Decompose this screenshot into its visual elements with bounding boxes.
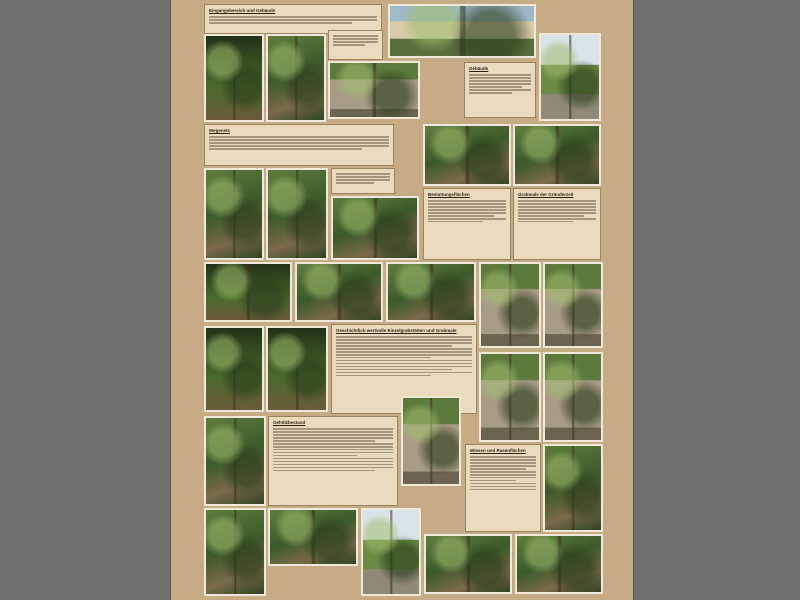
photo-grave-bed [331, 196, 419, 260]
text-panel-wiesen [465, 444, 541, 532]
panel-heading: Eingangsbereich und Gebäude [209, 8, 276, 13]
photo-graves-trees [513, 124, 601, 186]
text-panel-gebaeude [464, 62, 536, 118]
photo-avenue-1 [204, 168, 264, 260]
photo-grave-ivy [386, 262, 476, 322]
photo-tombstones [266, 326, 328, 412]
photo-carved-stele [479, 352, 541, 442]
panel-heading: Geschichtlich wertvolle Einzelgrabstätten und Grabmale [336, 328, 457, 333]
text-panel-grabmale [513, 188, 601, 260]
photo-path-trees [295, 262, 383, 322]
photo-monument [543, 352, 603, 442]
panel-heading: Gebäude [469, 66, 489, 71]
panel-heading: Gehölzbestand [273, 420, 306, 425]
text-panel-gehoelze [268, 416, 398, 506]
photo-chapel [539, 33, 601, 121]
photo-tree-path [266, 34, 326, 122]
poster-board [171, 0, 633, 600]
panel-heading: Bestattungsflächen [428, 192, 470, 197]
photo-urn-monument [401, 396, 461, 486]
photo-avenue-2 [266, 168, 328, 260]
photo-cypress [361, 508, 421, 596]
photo-chapel-tomb [204, 326, 264, 412]
photo-tree-grove [204, 416, 266, 506]
photo-meadow [543, 444, 603, 532]
photo-shaded-graves [424, 534, 512, 594]
photo-gate [328, 61, 420, 119]
photo-tall-trees [204, 508, 266, 596]
text-panel-entrance-note [328, 30, 383, 60]
photo-buildings [388, 4, 536, 58]
text-panel-bestattungsflaechen [423, 188, 511, 260]
panel-heading: Wegenetz [209, 128, 230, 133]
panel-heading: Wiesen und Rasenflächen [470, 448, 526, 453]
text-panel-path-note [331, 168, 395, 194]
photo-lawn [423, 124, 511, 186]
photo-angel-sculpture [479, 262, 541, 348]
photo-open-field [515, 534, 603, 594]
photo-mausoleum-row [204, 262, 292, 322]
photo-hedge-path [204, 34, 264, 122]
panel-heading: Grabmale der Gründerzeit [518, 192, 574, 197]
photo-graves-lawn [268, 508, 358, 566]
photo-figure-niche [543, 262, 603, 348]
text-panel-wegenetz [204, 124, 394, 166]
